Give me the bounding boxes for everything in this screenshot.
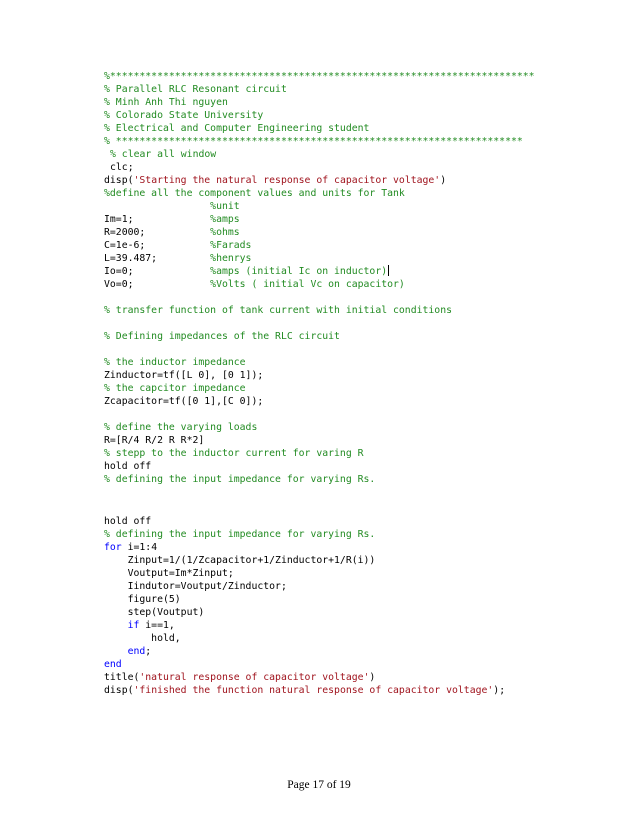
- code-line: [104, 226, 240, 239]
- code-comment: % clear all window: [110, 149, 217, 160]
- code-comment: %unit: [210, 201, 240, 212]
- code-text: hold off: [104, 516, 152, 527]
- code-comment: % the capcitor impedance: [104, 383, 246, 394]
- code-comment: % stepp to the inductor current for varing R: [104, 448, 364, 459]
- code-line: [104, 304, 452, 317]
- code-comment: % Defining impedances of the RLC circuit: [104, 331, 340, 342]
- code-line: [104, 265, 389, 278]
- code-text: [104, 646, 128, 657]
- code-line: [110, 148, 216, 161]
- code-text: Zcapacitor=tf([0 1],[C 0]);: [104, 396, 264, 407]
- code-line: [104, 395, 263, 408]
- code-comment: % Parallel RLC Resonant circuit: [104, 84, 287, 95]
- code-line: [104, 434, 204, 447]
- code-comment: % Colorado State University: [104, 110, 264, 121]
- code-comment: % *********************************************************************: [104, 136, 523, 147]
- code-line: [104, 554, 375, 567]
- code-text: hold off: [104, 461, 152, 472]
- code-line: [104, 460, 151, 473]
- code-text: ;: [145, 646, 152, 657]
- code-text: R=2000;: [104, 227, 211, 238]
- code-keyword: end: [104, 659, 122, 670]
- code-text: step(Voutput): [104, 607, 205, 618]
- code-line: [104, 619, 175, 632]
- code-line: [104, 580, 287, 593]
- code-line: [104, 567, 234, 580]
- code-comment: %amps: [210, 214, 240, 225]
- code-line: [104, 473, 375, 486]
- code-line: [104, 684, 505, 697]
- code-comment: %amps (initial Ic on inductor): [210, 266, 388, 277]
- code-text: i==1,: [139, 620, 175, 631]
- code-comment: %************************************************************************: [104, 71, 535, 82]
- code-line: [104, 541, 157, 554]
- code-comment: % the inductor impedance: [104, 357, 246, 368]
- code-comment: % Minh Anh Thi nguyen: [104, 97, 228, 108]
- code-line: [104, 122, 369, 135]
- page-footer: Page 17 of 19: [287, 779, 351, 791]
- code-line: [104, 658, 122, 671]
- code-comment: % defining the input impedance for varying Rs.: [104, 474, 376, 485]
- code-comment: %ohms: [210, 227, 240, 238]
- code-text: Voutput=Im*Zinput;: [104, 568, 234, 579]
- code-string: 'finished the function natural response of capacitor voltage': [133, 685, 494, 696]
- code-text: [104, 201, 210, 212]
- code-text: );: [493, 685, 506, 696]
- code-text: Zinput=1/(1/Zcapacitor+1/Zinductor+1/R(i)): [104, 555, 376, 566]
- code-line: [104, 239, 251, 252]
- code-keyword: end: [127, 646, 146, 657]
- code-comment: %define all the component values and units for Tank: [104, 188, 405, 199]
- code-comment: %henrys: [210, 253, 252, 264]
- code-text: Iindutor=Voutput/Zinductor;: [104, 581, 287, 592]
- text-cursor: [388, 265, 389, 276]
- code-keyword: if: [127, 620, 140, 631]
- code-text: C=1e-6;: [104, 240, 211, 251]
- code-line: [104, 200, 240, 213]
- code-text: L=39.487;: [104, 253, 211, 264]
- code-line: [104, 671, 375, 684]
- code-comment: % Electrical and Computer Engineering student: [104, 123, 370, 134]
- code-line: [104, 278, 405, 291]
- code-text: R=[R/4 R/2 R R*2]: [104, 435, 205, 446]
- code-text: i=1:4: [121, 542, 158, 553]
- code-text: ): [369, 672, 376, 683]
- code-line: [104, 356, 246, 369]
- code-line: [104, 213, 240, 226]
- code-text: [104, 620, 128, 631]
- code-text: Io=0;: [104, 266, 211, 277]
- code-text: ): [440, 175, 447, 186]
- code-comment: % transfer function of tank current with initial conditions: [104, 305, 452, 316]
- code-line: [104, 109, 263, 122]
- code-line: [104, 83, 287, 96]
- code-line: [104, 447, 364, 460]
- code-line: [104, 174, 446, 187]
- code-line: [104, 606, 204, 619]
- code-line: [104, 421, 257, 434]
- code-line: [104, 382, 246, 395]
- code-line: [104, 70, 535, 83]
- code-text: disp(: [104, 175, 134, 186]
- code-string: 'Starting the natural response of capacitor voltage': [133, 175, 441, 186]
- code-line: [104, 96, 228, 109]
- code-text: Im=1;: [104, 214, 211, 225]
- code-comment: %Farads: [210, 240, 252, 251]
- code-line: [104, 528, 375, 541]
- code-line: [104, 515, 151, 528]
- code-line: [104, 135, 523, 148]
- code-line: [104, 187, 405, 200]
- code-line: [104, 593, 181, 606]
- code-comment: %Volts ( initial Vc on capacitor): [210, 279, 405, 290]
- code-text: disp(: [104, 685, 134, 696]
- code-line: [110, 161, 134, 174]
- code-text: Vo=0;: [104, 279, 211, 290]
- code-text: Zinductor=tf([L 0], [0 1]);: [104, 370, 264, 381]
- code-text: figure(5): [104, 594, 181, 605]
- code-string: 'natural response of capacitor voltage': [139, 672, 370, 683]
- code-line: [104, 369, 263, 382]
- code-line: [104, 645, 151, 658]
- code-keyword: for: [104, 542, 122, 553]
- code-text: clc;: [110, 162, 134, 173]
- code-comment: % defining the input impedance for varying Rs.: [104, 529, 376, 540]
- code-line: [104, 330, 340, 343]
- code-comment: % define the varying loads: [104, 422, 258, 433]
- code-line: [104, 632, 181, 645]
- code-text: hold,: [104, 633, 181, 644]
- code-text: title(: [104, 672, 140, 683]
- code-line: [104, 252, 251, 265]
